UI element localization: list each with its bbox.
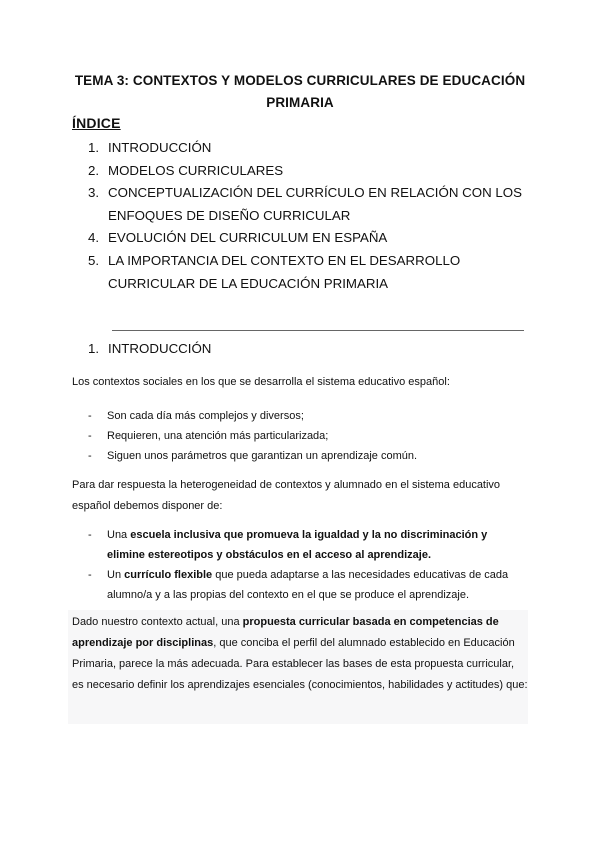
toc-item-number: 4. [88, 230, 100, 246]
dash-bullet-icon: - [88, 410, 92, 422]
proposal-bold: propuesta curricular basada en competencias de aprendizaje por disciplinas [72, 616, 499, 649]
list-item-pre: Una [107, 529, 131, 541]
toc-item [88, 137, 528, 160]
dash-bullet-icon: - [88, 450, 92, 462]
toc-item-number: 1. [88, 140, 100, 155]
title-line-2: PRIMARIA [266, 95, 334, 110]
list-item [88, 565, 528, 605]
toc-item [88, 160, 528, 183]
list-item [88, 525, 528, 565]
toc-item-text: EVOLUCIÓN DEL CURRICULUM EN ESPAÑA [108, 230, 388, 246]
list-item-post: que pueda adaptarse a las necesidades educativas de cada alumno/a y a las propias del contexto en el que se produce el aprendizaje. [107, 569, 509, 601]
toc-item-text: MODELOS CURRICULARES [108, 162, 284, 178]
toc-item [88, 227, 528, 250]
table-of-contents [88, 137, 528, 295]
list-item-pre: Un [107, 569, 125, 581]
proposal-post: , que conciba el perfil del alumnado establecido en Educación Primaria, parece la más adecuada. Para establecer las bases de esta propuesta curricular, es necesario definir los aprendizajes esenciales (conocimientos, habilidades y actitudes) que: [72, 637, 528, 691]
list-item-bold: currículo flexible [124, 569, 213, 581]
toc-item-number: 2. [88, 162, 100, 178]
horizontal-divider [112, 330, 524, 331]
dash-bullet-icon: - [88, 569, 92, 581]
toc-item-text: LA IMPORTANCIA DEL CONTEXTO EN EL DESARROLLO CURRICULAR DE LA EDUCACIÓN PRIMARIA [108, 252, 461, 291]
list-item-bold: escuela inclusiva que promueva la igualdad y la no discriminación y elimine estereotipos y obstáculos en el acceso al aprendizaje. [107, 529, 488, 561]
paragraph-proposal [72, 612, 528, 696]
toc-item-text: CONCEPTUALIZACIÓN DEL CURRÍCULO EN RELACIÓN CON LOS ENFOQUES DE DISEÑO CURRICULAR [108, 185, 522, 223]
proposal-pre: Dado nuestro contexto actual, una [72, 616, 243, 628]
list-item [88, 446, 528, 466]
toc-item [88, 182, 528, 227]
contexts-list [88, 406, 528, 466]
list-item [88, 426, 528, 446]
list-item-text: Requieren, una atención más particularizada; [107, 430, 329, 442]
document-title [70, 70, 530, 114]
list-item-text: Son cada día más complejos y diversos; [107, 410, 304, 422]
index-heading: ÍNDICE [72, 115, 121, 131]
toc-item-number: 3. [88, 185, 100, 201]
paragraph-contexts: Los contextos sociales en los que se desarrolla el sistema educativo español: [72, 376, 450, 388]
requirements-list [88, 525, 528, 605]
section-heading [88, 341, 211, 356]
list-item-text: Siguen unos parámetros que garantizan un aprendizaje común. [107, 450, 418, 462]
list-item [88, 406, 528, 426]
section-title: INTRODUCCIÓN [108, 341, 212, 356]
toc-item [88, 250, 528, 295]
title-line-1: TEMA 3: CONTEXTOS Y MODELOS CURRICULARES DE EDUCACIÓN [74, 73, 526, 88]
dash-bullet-icon: - [88, 529, 92, 541]
section-number: 1. [88, 341, 100, 356]
dash-bullet-icon: - [88, 430, 92, 442]
toc-item-text: INTRODUCCIÓN [108, 140, 212, 155]
paragraph-heterogeneity: Para dar respuesta la heterogeneidad de contextos y alumnado en el sistema educativo español debemos disponer de: [72, 479, 501, 512]
toc-item-number: 5. [88, 252, 100, 268]
